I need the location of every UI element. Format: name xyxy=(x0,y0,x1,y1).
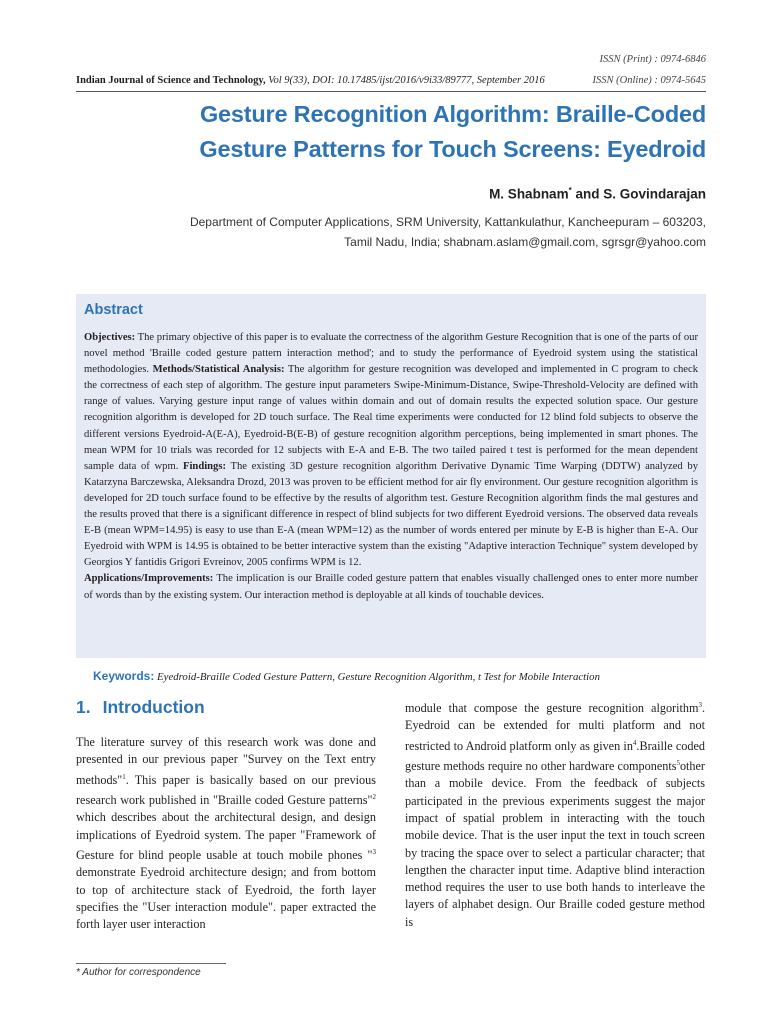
footnote: * Author for correspondence xyxy=(76,967,201,978)
keywords-text: Eyedroid-Braille Coded Gesture Pattern, Gesture Recognition Algorithm, t Test for Mobile Interaction xyxy=(154,671,600,683)
methods-text: The algorithm for gesture recognition was developed and implemented in C program to check the correctness of each step of algorithm. The gesture input parameters Swipe-Minimum-Distance, Swipe-Threshold-Velocity are defined with range of values. Varying gesture input range of values within domain and out of domain results the expected solution space. Our gesture recognition algorithm is developed for 2D touch surface. The Real time experiments were conducted for 12 blind fold subjects to observe the different versions Eyedroid-A(E-A), Eyedroid-B(E-B) of gesture recognition algorithm perceptions, being implemented in smart phones. The mean WPM for 10 trials was recorded for 12 subjects with E-A and E-B. The two tailed paired t test is performed for the mean dependent sample data of wpm. xyxy=(84,364,698,472)
introduction-right-column xyxy=(405,697,705,931)
reference-marker: 3 xyxy=(372,847,376,856)
keywords xyxy=(93,669,713,683)
abstract-heading: Abstract xyxy=(84,302,143,318)
methods-label: Methods/Statistical Analysis: xyxy=(152,364,285,376)
reference-marker: 5 xyxy=(676,759,680,768)
applications-text: The implication is our Braille coded gesture pattern that enables visually challenged ones to enter more number of words than by the existing system. Our interaction method is deployable at all kinds of touchable devices. xyxy=(84,573,698,601)
author-name-1: M. Shabnam xyxy=(489,186,569,202)
reference-marker: 4 xyxy=(632,738,637,747)
intro-text: . Eyedroid can be extended for multi platform and not restricted to Android platform only as given in xyxy=(405,701,705,753)
footnote-rule xyxy=(76,963,226,964)
author-name-2: and S. Govindarajan xyxy=(571,186,706,202)
abstract-body xyxy=(84,330,698,604)
reference-marker: 2 xyxy=(372,792,376,801)
intro-text: .Braille coded gesture methods require no other hardware components xyxy=(405,738,705,774)
keywords-label: Keywords: xyxy=(93,669,155,683)
issn-print: ISSN (Print) : 0974-6846 xyxy=(599,54,706,65)
objectives-text: The primary objective of this paper is to evaluate the correctness of the algorithm Gesture Recognition that is one of the parts of our novel method 'Braille coded gesture pattern interaction method'; and to study the performance of Eyedroid system using the statistical methodologies. xyxy=(84,332,698,376)
objectives-label: Objectives: xyxy=(84,332,136,343)
section-number: 1. xyxy=(76,697,91,717)
affiliation xyxy=(106,212,706,252)
journal-name: Indian Journal of Science and Technology, xyxy=(76,75,266,86)
journal-details: Vol 9(33), DOI: 10.17485/ijst/2016/v9i33/89777, September 2016 xyxy=(268,75,545,86)
reference-marker: 3 xyxy=(698,701,702,709)
authors xyxy=(489,186,706,202)
issn-online: ISSN (Online) : 0974-5645 xyxy=(592,75,706,86)
findings-label: Findings: xyxy=(183,460,226,472)
affiliation-line-2: Tamil Nadu, India; shabnam.aslam@gmail.com, sgrsgr@yahoo.com xyxy=(344,235,706,249)
introduction-left-column xyxy=(76,734,376,933)
paper-title-line-2: Gesture Patterns for Touch Screens: Eyedroid xyxy=(199,136,706,162)
reference-marker: 1 xyxy=(122,772,126,781)
intro-text: other than a mobile device. From the feedback of subjects participated in the previous experiments suggest the major impact of spatial problem in interacting with the touch mobile device. That is the user input the text in touch screen by tracing the space over to select a particular character; that lengthen the character input time. Adaptive blind interaction method requires the user to use both hands to interleave the layers of alphabet design. Our Braille coded gesture method is xyxy=(405,759,705,929)
section-title: Introduction xyxy=(102,697,205,717)
applications-label: Applications/Improvements: xyxy=(84,573,214,585)
intro-text: module that compose the gesture recognition algorithm xyxy=(405,701,699,716)
intro-text: . This paper is basically based on our previous research work published in "Braille coded Gesture patterns" xyxy=(76,772,376,808)
intro-text: demonstrate Eyedroid architecture design; and from bottom to top of architecture stack of Eyedroid, the forth layer specifies the "User interaction module". paper extracted the forth layer user interaction xyxy=(76,865,376,932)
header-rule xyxy=(76,91,706,92)
findings-text: The existing 3D gesture recognition algorithm Derivative Dynamic Time Warping (DDTW) analyzed by Katarzyna Barczewska, Aleksandra Drozd, 2013 was proven to be efficient method for air fly environment. Our gesture recognition algorithm is developed for 2D touch surface found to be effective by the results of algorithm test. Gesture Recognition algorithm finds the mal gestures and the results proved that there is a significant difference in respect of blind subjects for two different Eyedroid versions. The observed data reveals E-B (mean WPM=14.95) is easy to use than E-A (mean WPM=12) as the number of words entered per minute by E-B is higher than E-A. Our Eyedroid with WPM is 14.95 is obtained to be better interactive system than the existing "Adaptive interaction Technique" system developed by Georgios Y fantidis Grigori Evreinov, 2005 confirms WPM is 12. xyxy=(84,460,698,569)
section-heading-introduction xyxy=(76,697,205,718)
corresponding-author-mark: * xyxy=(568,186,572,195)
paper-title-line-1: Gesture Recognition Algorithm: Braille-Coded xyxy=(199,101,706,127)
intro-text: The literature survey of this research work was done and presented in our previous paper "Survey on the Text entry methods" xyxy=(76,735,376,787)
affiliation-line-1: Department of Computer Applications, SRM University, Kattankulathur, Kancheepuram – 603203, xyxy=(189,215,706,229)
intro-text: which describes about the architectural design, and design implications of Eyedroid system. The paper "Framework of Gesture for blind people usable at touch mobile phones " xyxy=(76,810,376,862)
journal-citation xyxy=(76,75,706,86)
